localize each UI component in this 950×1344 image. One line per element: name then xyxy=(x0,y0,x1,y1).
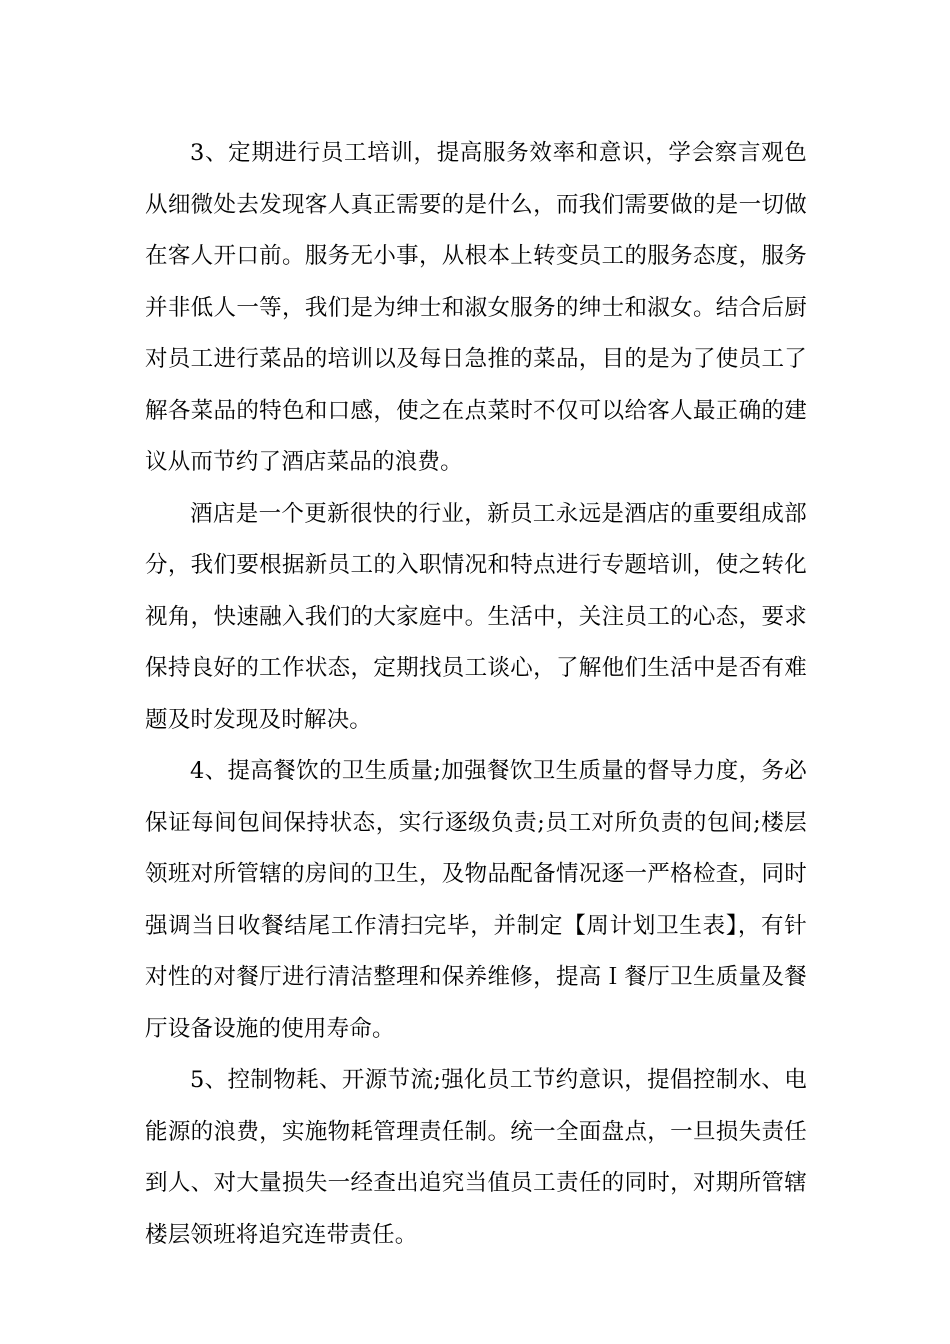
paragraph-new-staff: 酒店是一个更新很快的行业，新员工永远是酒店的重要组成部分，我们要根据新员工的入职情况和特点进行专题培训，使之转化视角，快速融入我们的大家庭中。生活中，关注员工的心态，要求保持良好的工作状态，定期找员工谈心，了解他们生活中是否有难题及时发现及时解决。 xyxy=(145,500,807,733)
paragraph-cost-control: 5、控制物耗、开源节流;强化员工节约意识，提倡控制水、电能源的浪费，实施物耗管理责任制。统一全面盘点，一旦损失责任到人、对大量损失一经查出追究当值员工责任的同时，对期所管辖楼层领班将追究连带责任。 xyxy=(145,1067,807,1248)
paragraph-hygiene-quality: 4、提高餐饮的卫生质量;加强餐饮卫生质量的督导力度，务必保证每间包间保持状态，实行逐级负责;员工对所负责的包间;楼层领班对所管辖的房间的卫生，及物品配备情况逐一严格检查，同时强调当日收餐结尾工作清扫完毕，并制定【周计划卫生表】，有针对性的对餐厅进行清洁整理和保养维修，提高Ｉ餐厅卫生质量及餐厅设备设施的使用寿命。 xyxy=(145,758,807,1042)
paragraph-staff-training: 3、定期进行员工培训，提高服务效率和意识，学会察言观色从细微处去发现客人真正需要的是什么，而我们需要做的是一切做在客人开口前。服务无小事，从根本上转变员工的服务态度，服务并非低人一等，我们是为绅士和淑女服务的绅士和淑女。结合后厨对员工进行菜品的培训以及每日急推的菜品，目的是为了使员工了解各菜品的特色和口感，使之在点菜时不仅可以给客人最正确的建议从而节约了酒店菜品的浪费。 xyxy=(145,140,807,475)
document-body xyxy=(145,128,807,1261)
